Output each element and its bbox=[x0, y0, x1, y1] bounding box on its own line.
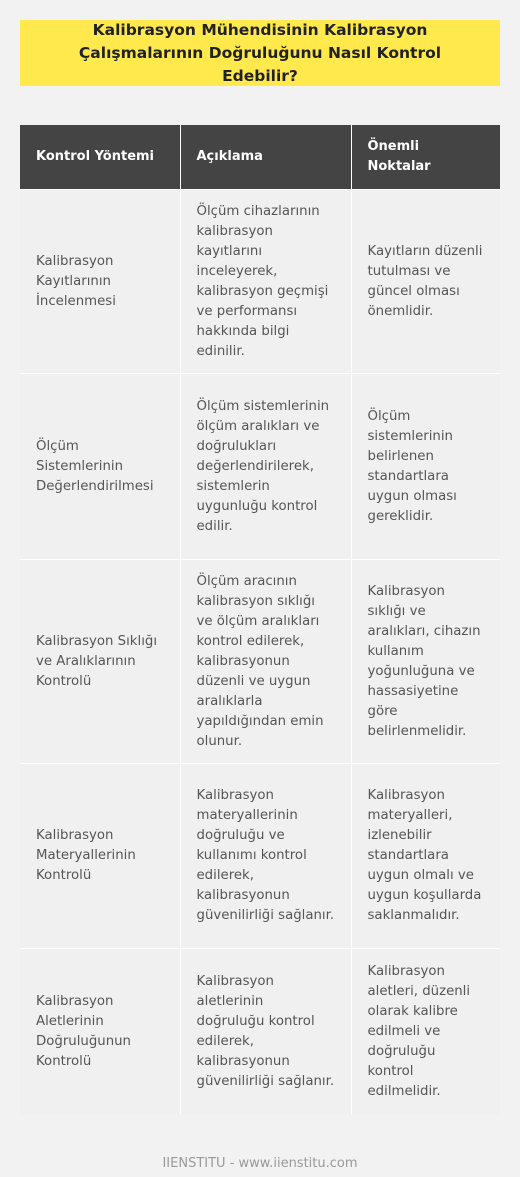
cell-notes: Kalibrasyon sıklığı ve aralıkları, cihazın kullanım yoğunluğuna ve hassasiyetine göre belirlenmelidir. bbox=[351, 560, 500, 764]
column-header-notes: Önemli Noktalar bbox=[351, 125, 500, 190]
table-row bbox=[20, 190, 500, 374]
footer-credit: IIENSTITU - www.iienstitu.com bbox=[162, 1156, 358, 1171]
cell-description: Ölçüm cihazlarının kalibrasyon kayıtlarını inceleyerek, kalibrasyon geçmişi ve performansı hakkında bilgi edinilir. bbox=[180, 190, 351, 374]
column-header-description: Açıklama bbox=[180, 125, 351, 190]
cell-notes: Ölçüm sistemlerinin belirlenen standartlara uygun olması gereklidir. bbox=[351, 374, 500, 560]
cell-method: Kalibrasyon Sıklığı ve Aralıklarının Kontrolü bbox=[20, 560, 180, 764]
cell-method: Kalibrasyon Materyallerinin Kontrolü bbox=[20, 764, 180, 949]
cell-notes: Kayıtların düzenli tutulması ve güncel olması önemlidir. bbox=[351, 190, 500, 374]
page-title: Kalibrasyon Mühendisinin Kalibrasyon Çalışmalarının Doğruluğunu Nasıl Kontrol Edebilir? bbox=[78, 20, 442, 85]
cell-notes: Kalibrasyon aletleri, düzenli olarak kalibre edilmeli ve doğruluğu kontrol edilmelidir. bbox=[351, 949, 500, 1115]
table-row bbox=[20, 374, 500, 560]
cell-method: Ölçüm Sistemlerinin Değerlendirilmesi bbox=[20, 374, 180, 560]
table-row bbox=[20, 949, 500, 1115]
table-row bbox=[20, 560, 500, 764]
cell-description: Kalibrasyon aletlerinin doğruluğu kontrol edilerek, kalibrasyonun güvenilirliği sağlanır. bbox=[180, 949, 351, 1115]
cell-description: Ölçüm sistemlerinin ölçüm aralıkları ve doğrulukları değerlendirilerek, sistemlerin uygunluğu kontrol edilir. bbox=[180, 374, 351, 560]
table-header-row bbox=[20, 125, 500, 190]
control-methods-table bbox=[20, 125, 500, 1115]
cell-method: Kalibrasyon Aletlerinin Doğruluğunun Kontrolü bbox=[20, 949, 180, 1115]
cell-notes: Kalibrasyon materyalleri, izlenebilir standartlara uygun olmalı ve uygun koşullarda saklanmalıdır. bbox=[351, 764, 500, 949]
table-row bbox=[20, 764, 500, 949]
column-header-method: Kontrol Yöntemi bbox=[20, 125, 180, 190]
cell-description: Kalibrasyon materyallerinin doğruluğu ve kullanımı kontrol edilerek, kalibrasyonun güvenilirliği sağlanır. bbox=[180, 764, 351, 949]
cell-method: Kalibrasyon Kayıtlarının İncelenmesi bbox=[20, 190, 180, 374]
title-banner bbox=[20, 20, 500, 86]
cell-description: Ölçüm aracının kalibrasyon sıklığı ve ölçüm aralıkları kontrol edilerek, kalibrasyonun düzenli ve uygun aralıklarla yapıldığından emin olunur. bbox=[180, 560, 351, 764]
